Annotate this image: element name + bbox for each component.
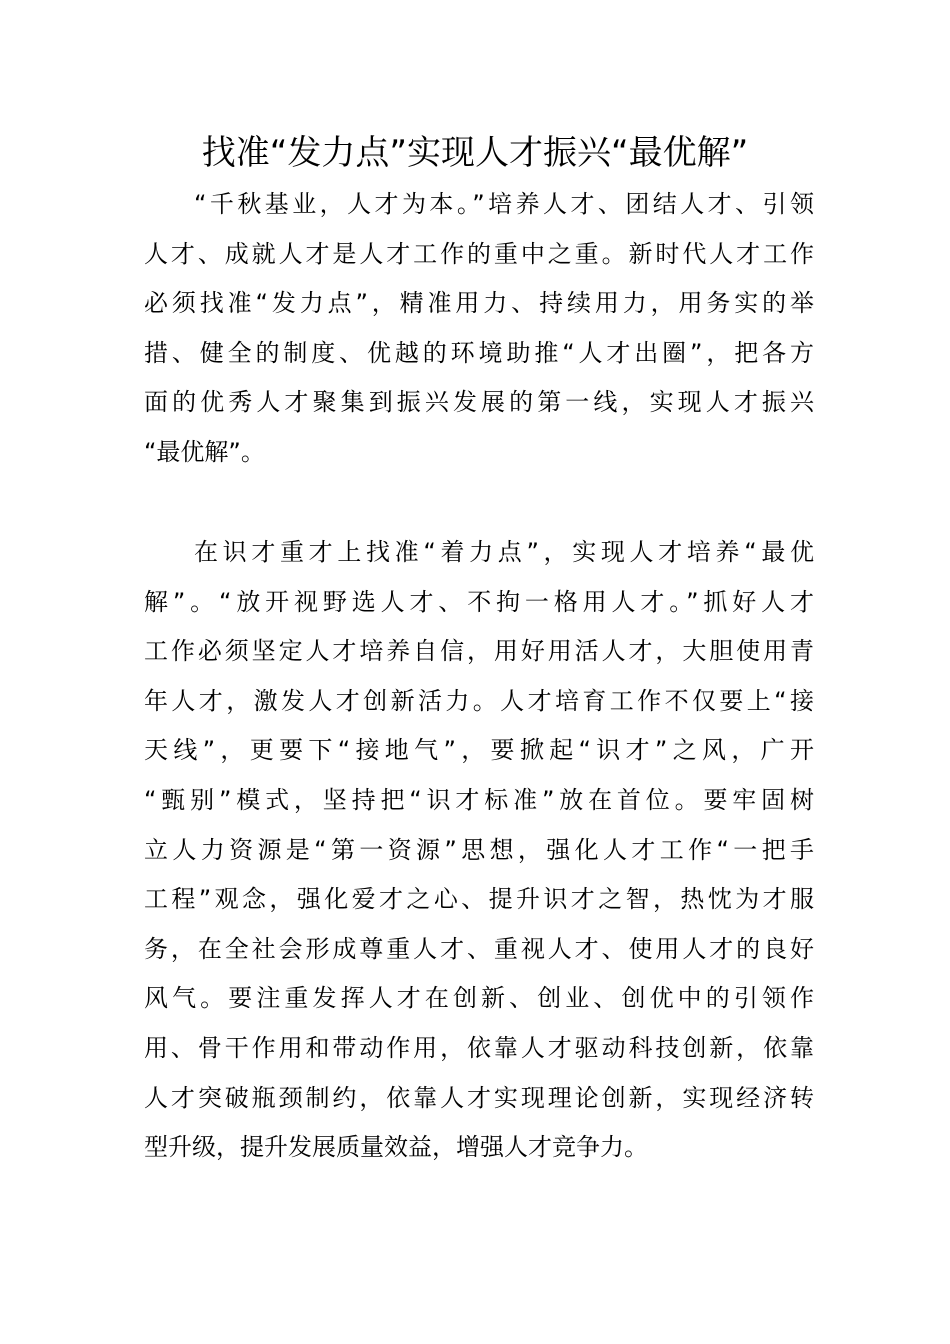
paragraph-2-line-5: 天线”，更要下“接地气”，要掀起“识才”之风，广开	[144, 736, 814, 765]
paragraph-2-line-2: 解”。“放开视野选人才、不拘一格用人才。”抓好人才	[144, 587, 814, 616]
paragraph-2	[144, 528, 814, 1173]
paragraph-1-line-3: 必须找准“发力点”，精准用力、持续用力，用务实的举	[144, 289, 814, 318]
paragraph-2-line-1: 在识才重才上找准“着力点”，实现人才培养“最优	[194, 538, 814, 566]
paragraph-2-line-9: 务，在全社会形成尊重人才、重视人才、使用人才的良好	[144, 934, 814, 963]
paragraph-2-line-3: 工作必须坚定人才培养自信，用好用活人才，大胆使用青	[144, 637, 814, 666]
paragraph-1-line-4: 措、健全的制度、优越的环境助推“人才出圈”，把各方	[144, 338, 814, 367]
paragraph-1	[144, 180, 814, 478]
paragraph-1-line-2: 人才、成就人才是人才工作的重中之重。新时代人才工作	[144, 239, 814, 268]
paragraph-1-line-6: “最优解”。	[144, 437, 265, 466]
paragraph-2-line-10: 风气。要注重发挥人才在创新、创业、创优中的引领作	[144, 984, 814, 1013]
paragraph-1-line-1: “千秋基业，人才为本。”培养人才、团结人才、引领	[194, 190, 814, 218]
paragraph-2-line-12: 人才突破瓶颈制约，依靠人才实现理论创新，实现经济转	[144, 1083, 814, 1112]
paragraph-2-line-6: “甄别”模式，坚持把“识才标准”放在首位。要牢固树	[144, 785, 814, 814]
paragraph-2-line-7: 立人力资源是“第一资源”思想，强化人才工作“一把手	[144, 835, 814, 864]
document-title: 找准“发力点”实现人才振兴“最优解”	[201, 133, 749, 173]
paragraph-2-line-8: 工程”观念，强化爱才之心、提升识才之智，热忱为才服	[144, 885, 814, 914]
paragraph-2-line-4: 年人才，激发人才创新活力。人才培育工作不仅要上“接	[144, 686, 814, 715]
paragraph-2-line-11: 用、骨干作用和带动作用，依靠人才驱动科技创新，依靠	[144, 1033, 814, 1062]
paragraph-2-line-13: 型升级，提升发展质量效益，增强人才竞争力。	[144, 1133, 648, 1162]
paragraph-1-line-5: 面的优秀人才聚集到振兴发展的第一线，实现人才振兴	[144, 388, 814, 417]
